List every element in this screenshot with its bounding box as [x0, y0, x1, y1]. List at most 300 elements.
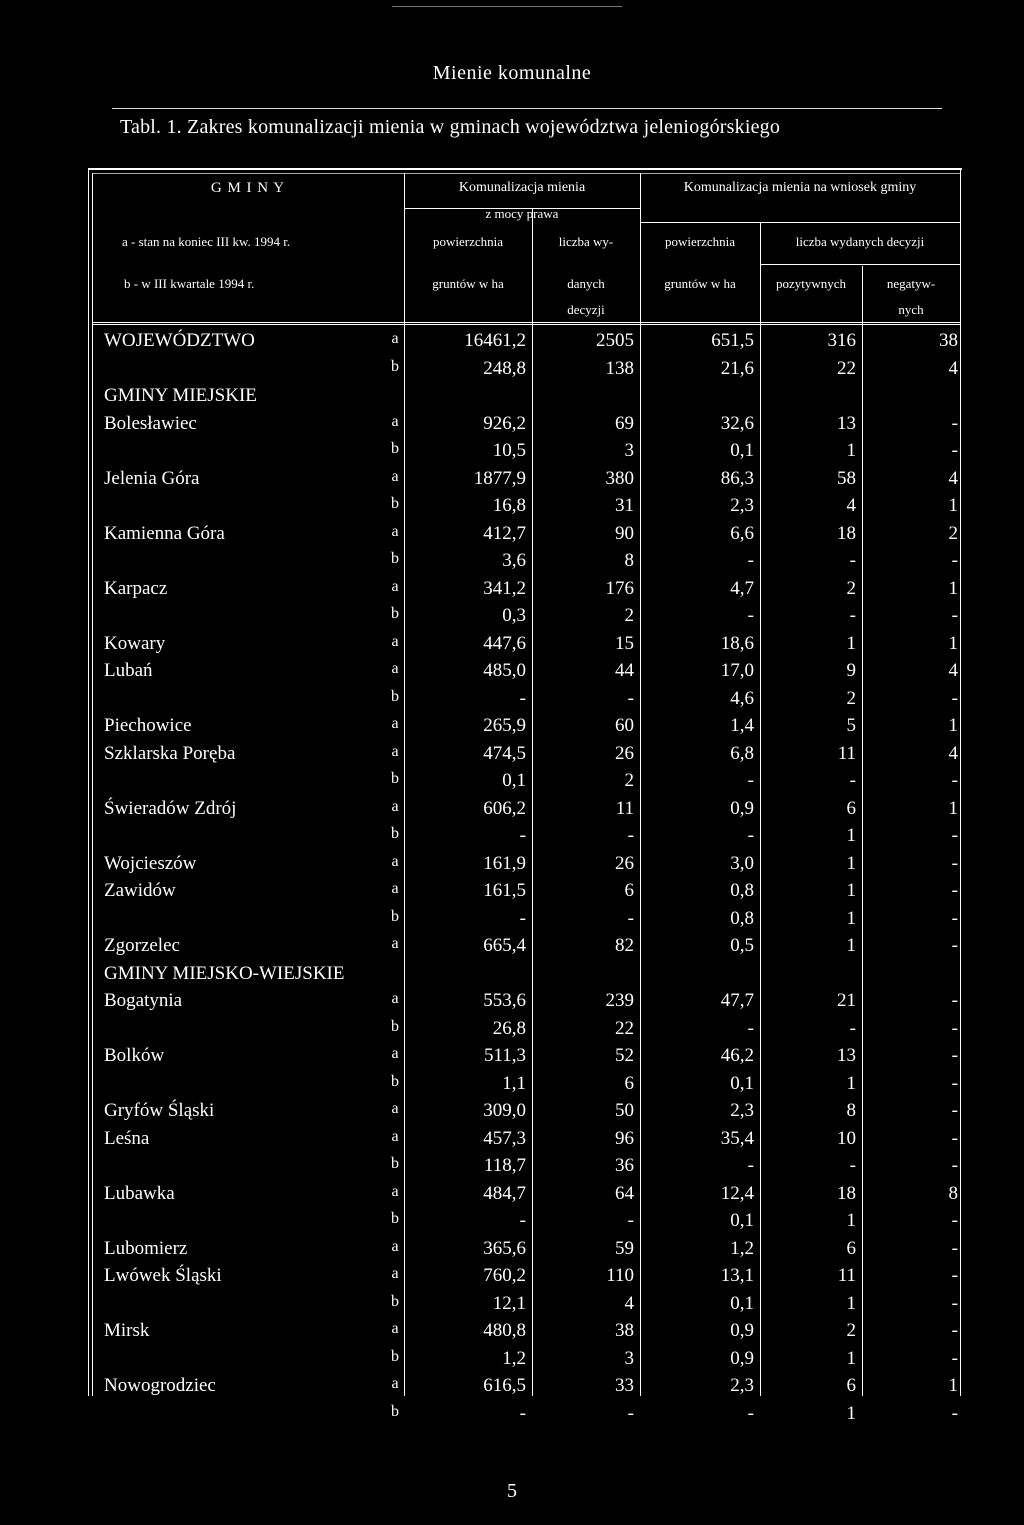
cell-negative: 1: [948, 797, 958, 819]
cell-decisions-law: 52: [615, 1045, 634, 1066]
row-ab-marker: a: [391, 880, 399, 897]
row-ab-marker: a: [391, 715, 399, 732]
cell-decisions-law: -: [627, 825, 634, 846]
c3-header-line2: gruntów w ha: [664, 276, 736, 291]
row-ab-marker: a: [391, 1182, 399, 1200]
table-row: [92, 1073, 960, 1101]
row-ab-marker: a: [391, 412, 399, 430]
cell-area-law: 16,8: [492, 495, 526, 516]
cell-positive: 18: [837, 1182, 856, 1204]
cell-positive: 6: [846, 1237, 856, 1259]
table-row: [92, 605, 960, 633]
table-right-border: [960, 168, 961, 1396]
cell-negative: -: [951, 1402, 958, 1424]
cell-area-law: 12,1: [492, 1292, 526, 1314]
row-name: Kamienna Góra: [104, 522, 225, 544]
cell-decisions-law: 239: [605, 990, 634, 1011]
cell-decisions-law: 59: [615, 1237, 634, 1259]
row-ab-marker: a: [391, 330, 399, 347]
cell-area-law: 480,8: [483, 1320, 526, 1341]
cell-area-law: 760,2: [483, 1265, 526, 1286]
table-top-border: [88, 168, 962, 170]
c2-header-line3: decyzji: [567, 302, 605, 317]
cell-area-request: 0,5: [730, 935, 754, 956]
row-name: Wojcieszów: [104, 852, 197, 874]
cell-area-law: -: [519, 825, 526, 846]
table-row: [92, 385, 960, 413]
header-line-group2: [640, 222, 960, 223]
cell-positive: 5: [846, 715, 856, 736]
cell-area-law: 365,6: [483, 1237, 526, 1259]
cell-positive: 1: [846, 825, 856, 846]
row-name: Lubomierz: [104, 1237, 188, 1259]
table-left-border: [88, 168, 89, 1396]
row-name: Lubawka: [104, 1182, 175, 1204]
cell-area-law: 161,5: [483, 880, 526, 901]
cell-negative: -: [951, 880, 958, 901]
table-row: [92, 908, 960, 936]
cell-negative: -: [951, 1155, 958, 1176]
cell-area-law: 457,3: [483, 1127, 526, 1149]
cell-decisions-law: 50: [615, 1100, 634, 1121]
row-ab-marker: a: [391, 522, 399, 540]
row-ab-marker: b: [391, 1017, 399, 1035]
cell-area-request: 0,8: [730, 907, 754, 929]
cell-area-law: 118,7: [483, 1155, 526, 1176]
cell-decisions-law: 38: [615, 1320, 634, 1341]
cell-negative: -: [951, 1017, 958, 1039]
cell-negative: -: [951, 1072, 958, 1094]
cell-decisions-law: 6: [624, 880, 634, 901]
cell-area-law: 3,6: [502, 550, 526, 571]
cell-area-request: 0,9: [730, 1320, 754, 1341]
cell-positive: 21: [837, 990, 856, 1011]
cell-area-request: -: [747, 605, 754, 626]
row-name: Jelenia Góra: [104, 467, 200, 489]
cell-area-law: 485,0: [483, 660, 526, 681]
cell-positive: 1: [846, 880, 856, 901]
c2-header-line2: danych: [567, 276, 605, 291]
cell-negative: 1: [948, 715, 958, 736]
cell-positive: 11: [837, 1265, 856, 1286]
c4-header: pozytywnych: [775, 276, 847, 291]
cell-area-law: 447,6: [483, 632, 526, 654]
cell-negative: -: [951, 907, 958, 929]
cell-positive: 1: [846, 1292, 856, 1314]
cell-area-law: 1877,9: [473, 467, 526, 489]
cell-decisions-law: 22: [615, 1017, 634, 1039]
row-name: Nowogrodziec: [104, 1375, 216, 1396]
row-ab-marker: b: [391, 1402, 399, 1420]
cell-positive: 13: [837, 1045, 856, 1066]
header-bottom-line-2: [92, 324, 960, 325]
cell-positive: 1: [846, 1072, 856, 1094]
cell-area-request: 0,1: [730, 1210, 754, 1231]
cell-positive: 22: [837, 357, 856, 379]
legend-a: a - stan na koniec III kw. 1994 r.: [122, 234, 291, 249]
cell-negative: -: [951, 1292, 958, 1314]
cell-positive: 1: [846, 907, 856, 929]
cell-positive: 6: [846, 1375, 856, 1396]
cell-decisions-law: 90: [615, 522, 634, 544]
cell-area-request: 651,5: [711, 330, 754, 351]
table-row: [92, 798, 960, 826]
cell-positive: 10: [837, 1127, 856, 1149]
row-ab-marker: b: [391, 825, 399, 842]
running-header: Mienie komunalne: [432, 62, 592, 84]
cell-positive: -: [849, 1155, 856, 1176]
cell-decisions-law: 11: [615, 797, 634, 819]
cell-area-request: 17,0: [720, 660, 754, 681]
c1-header-line1: powierzchnia: [432, 234, 504, 249]
col-header-gminy: G M I N Y: [210, 180, 286, 196]
table-row: [92, 468, 960, 496]
cell-decisions-law: 69: [615, 412, 634, 434]
cell-negative: 1: [948, 632, 958, 654]
cell-area-request: 0,1: [730, 1292, 754, 1314]
row-name: Gryfów Śląski: [104, 1100, 215, 1121]
row-name: Zgorzelec: [104, 935, 180, 956]
row-ab-marker: a: [391, 935, 399, 952]
table-row: [92, 880, 960, 908]
table-row: [92, 825, 960, 853]
cell-decisions-law: 3: [624, 1347, 634, 1369]
table-row: [92, 633, 960, 661]
row-name: Bolków: [104, 1045, 165, 1066]
cell-area-law: 665,4: [483, 935, 526, 956]
table-row: [92, 330, 960, 358]
cell-area-request: 0,8: [730, 880, 754, 901]
header-line-decisions: [760, 264, 960, 265]
row-ab-marker: b: [391, 495, 399, 512]
table-row: [92, 1348, 960, 1376]
row-name: WOJEWÓDZTWO: [104, 330, 255, 351]
cell-decisions-law: -: [627, 907, 634, 929]
row-name: Mirsk: [104, 1320, 150, 1341]
header-rule: [112, 108, 942, 109]
cell-negative: -: [951, 1237, 958, 1259]
table-row: [92, 1265, 960, 1293]
cell-decisions-law: 110: [606, 1265, 634, 1286]
cell-area-law: 412,7: [483, 522, 526, 544]
row-ab-marker: b: [391, 1347, 399, 1365]
row-name: Kowary: [104, 632, 166, 654]
cell-decisions-law: 26: [615, 852, 634, 874]
cell-area-law: 474,5: [483, 742, 526, 764]
cell-area-law: -: [519, 1210, 526, 1231]
cell-area-request: -: [747, 825, 754, 846]
row-ab-marker: b: [391, 550, 399, 567]
cell-decisions-law: 2: [624, 770, 634, 791]
cell-decisions-law: -: [627, 687, 634, 709]
row-name: Bogatynia: [104, 990, 183, 1011]
cell-area-law: 248,8: [483, 357, 526, 379]
row-ab-marker: b: [391, 770, 399, 787]
c3-header-line1: powierzchnia: [664, 234, 736, 249]
cell-area-request: 46,2: [720, 1045, 754, 1066]
table-row: [92, 358, 960, 386]
cell-negative: 4: [948, 357, 958, 379]
cell-area-request: 1,4: [730, 715, 754, 736]
row-name: Szklarska Poręba: [104, 742, 236, 764]
cell-area-law: -: [519, 1402, 526, 1424]
cell-area-law: 511,3: [483, 1045, 526, 1066]
row-ab-marker: a: [391, 1265, 399, 1282]
row-ab-marker: a: [391, 1320, 399, 1337]
table-row: [92, 1183, 960, 1211]
cell-area-request: 4,6: [730, 687, 754, 709]
cell-decisions-law: 138: [605, 357, 634, 379]
cell-negative: -: [951, 1210, 958, 1231]
row-name: Zawidów: [104, 880, 176, 901]
cell-negative: -: [951, 1265, 958, 1286]
cell-positive: -: [849, 770, 856, 791]
cell-decisions-law: 6: [624, 1072, 634, 1094]
table-row: [92, 963, 960, 991]
cell-decisions-law: 26: [615, 742, 634, 764]
group1-subtitle: z mocy prawa: [485, 206, 559, 221]
table-row: [92, 1045, 960, 1073]
row-ab-marker: a: [391, 1375, 399, 1392]
cell-area-law: 161,9: [483, 852, 526, 874]
cell-decisions-law: 2: [624, 605, 634, 626]
cell-positive: 13: [837, 412, 856, 434]
cell-negative: 2: [948, 522, 958, 544]
row-ab-marker: a: [391, 632, 399, 650]
group1-title: Komunalizacja mienia: [458, 180, 586, 195]
cell-area-request: 4,7: [730, 577, 754, 599]
cell-area-request: -: [747, 1017, 754, 1039]
table-row: [92, 413, 960, 441]
row-name: GMINY MIEJSKO-WIEJSKIE: [104, 962, 345, 984]
cell-negative: -: [951, 852, 958, 874]
row-name: Lubań: [104, 660, 153, 681]
row-name: Karpacz: [104, 577, 168, 599]
cell-decisions-law: 44: [615, 660, 634, 681]
table-row: [92, 1155, 960, 1183]
cell-negative: 4: [948, 467, 958, 489]
cell-negative: -: [951, 1127, 958, 1149]
cell-positive: 4: [846, 495, 856, 516]
cell-negative: -: [951, 550, 958, 571]
cell-area-request: 18,6: [720, 632, 754, 654]
row-name: GMINY MIEJSKIE: [104, 385, 257, 406]
cell-positive: 1: [846, 632, 856, 654]
cell-area-request: 0,1: [730, 440, 754, 461]
cell-negative: -: [951, 687, 958, 709]
c45-header: liczba wydanych decyzji: [795, 234, 925, 249]
cell-positive: 2: [846, 1320, 856, 1341]
cell-area-request: 0,1: [730, 1072, 754, 1094]
cell-negative: 4: [948, 660, 958, 681]
table-row: [92, 578, 960, 606]
table-row: [92, 1210, 960, 1238]
cell-area-request: 13,1: [720, 1265, 754, 1286]
page-number: 5: [507, 1480, 517, 1502]
table-row: [92, 1100, 960, 1128]
cell-area-law: 309,0: [483, 1100, 526, 1121]
cell-positive: 1: [846, 1347, 856, 1369]
cell-positive: 1: [846, 852, 856, 874]
row-ab-marker: b: [391, 357, 399, 375]
row-ab-marker: a: [391, 1045, 399, 1062]
row-ab-marker: a: [391, 852, 399, 870]
cell-area-request: 21,6: [720, 357, 754, 379]
table-row: [92, 770, 960, 798]
cell-negative: -: [951, 1320, 958, 1341]
cell-negative: 1: [948, 495, 958, 516]
cell-negative: 8: [948, 1182, 958, 1204]
cell-area-request: 2,3: [730, 1375, 754, 1396]
row-ab-marker: b: [391, 605, 399, 622]
cell-area-request: 2,3: [730, 1100, 754, 1121]
cell-negative: 4: [948, 742, 958, 764]
top-edge-line: [392, 6, 622, 7]
table-row: [92, 1128, 960, 1156]
cell-decisions-law: 3: [624, 440, 634, 461]
cell-area-request: 86,3: [720, 467, 754, 489]
cell-area-law: 26,8: [492, 1017, 526, 1039]
table-row: [92, 935, 960, 963]
cell-area-request: 0,9: [730, 797, 754, 819]
cell-positive: 316: [827, 330, 856, 351]
cell-area-law: 553,6: [483, 990, 526, 1011]
table-top-border-inner: [92, 173, 960, 174]
cell-area-request: 35,4: [720, 1127, 754, 1149]
cell-positive: 58: [837, 467, 856, 489]
cell-area-law: 341,2: [483, 577, 526, 599]
row-ab-marker: b: [391, 1210, 399, 1227]
cell-decisions-law: 8: [624, 550, 634, 571]
row-name: Lwówek Śląski: [104, 1265, 222, 1286]
row-ab-marker: a: [391, 742, 399, 760]
table-row: [92, 688, 960, 716]
cell-negative: -: [951, 605, 958, 626]
cell-decisions-law: 31: [615, 495, 634, 516]
cell-positive: 2: [846, 577, 856, 599]
table-row: [92, 990, 960, 1018]
table-row: [92, 1320, 960, 1348]
cell-positive: 1: [846, 1402, 856, 1424]
cell-negative: -: [951, 440, 958, 461]
cell-positive: 6: [846, 797, 856, 819]
row-ab-marker: b: [391, 1292, 399, 1310]
cell-area-law: 1,1: [502, 1072, 526, 1094]
row-ab-marker: a: [391, 660, 399, 677]
cell-negative: 1: [948, 1375, 958, 1396]
cell-area-law: -: [519, 687, 526, 709]
cell-area-request: -: [747, 1155, 754, 1176]
cell-area-law: -: [519, 907, 526, 929]
cell-positive: 18: [837, 522, 856, 544]
row-ab-marker: b: [391, 440, 399, 457]
cell-positive: 1: [846, 440, 856, 461]
table-row: [92, 1238, 960, 1266]
row-ab-marker: a: [391, 1237, 399, 1255]
cell-negative: -: [951, 825, 958, 846]
row-name: Leśna: [104, 1127, 150, 1149]
cell-negative: -: [951, 770, 958, 791]
cell-area-request: 47,7: [720, 990, 754, 1011]
cell-decisions-law: 60: [615, 715, 634, 736]
cell-decisions-law: 4: [624, 1292, 634, 1314]
table-row: [92, 715, 960, 743]
cell-positive: -: [849, 550, 856, 571]
cell-area-law: 265,9: [483, 715, 526, 736]
cell-decisions-law: 2505: [596, 330, 634, 351]
cell-area-request: 0,9: [730, 1347, 754, 1369]
legend-b: b - w III kwartale 1994 r.: [124, 276, 255, 291]
row-ab-marker: a: [391, 467, 399, 485]
cell-area-law: 0,3: [502, 605, 526, 626]
cell-decisions-law: 15: [615, 632, 634, 654]
table-row: [92, 660, 960, 688]
row-name: Świeradów Zdrój: [104, 797, 237, 819]
row-ab-marker: a: [391, 1127, 399, 1145]
cell-area-request: 2,3: [730, 495, 754, 516]
group2-title: Komunalizacja mienia na wniosek gminy: [683, 180, 917, 195]
cell-area-request: 3,0: [730, 852, 754, 874]
row-ab-marker: b: [391, 1072, 399, 1090]
cell-area-law: 0,1: [502, 770, 526, 791]
cell-negative: -: [951, 1045, 958, 1066]
row-ab-marker: a: [391, 1100, 399, 1117]
cell-decisions-law: 33: [615, 1375, 634, 1396]
row-name: Piechowice: [104, 715, 192, 736]
cell-decisions-law: 64: [615, 1182, 634, 1204]
row-ab-marker: b: [391, 907, 399, 925]
c5-header-line2: nych: [898, 302, 924, 317]
row-ab-marker: a: [391, 577, 399, 595]
table-row: [92, 743, 960, 771]
table-row: [92, 1018, 960, 1046]
table-row: [92, 495, 960, 523]
table-row: [92, 1293, 960, 1321]
cell-area-law: 16461,2: [464, 330, 526, 351]
cell-decisions-law: 82: [615, 935, 634, 956]
cell-area-request: -: [747, 1402, 754, 1424]
cell-area-request: 12,4: [720, 1182, 754, 1204]
cell-negative: -: [951, 412, 958, 434]
cell-negative: -: [951, 1100, 958, 1121]
cell-positive: 1: [846, 1210, 856, 1231]
cell-decisions-law: 96: [615, 1127, 634, 1149]
cell-area-request: 32,6: [720, 412, 754, 434]
cell-positive: -: [849, 1017, 856, 1039]
table-caption: Tabl. 1. Zakres komunalizacji mienia w gminach województwa jeleniogórskiego: [120, 116, 781, 138]
cell-positive: 1: [846, 935, 856, 956]
cell-decisions-law: 36: [615, 1155, 634, 1176]
cell-positive: 2: [846, 687, 856, 709]
cell-area-law: 10,5: [492, 440, 526, 461]
cell-positive: 8: [846, 1100, 856, 1121]
row-ab-marker: b: [391, 1155, 399, 1172]
row-ab-marker: a: [391, 797, 399, 815]
cell-negative: 1: [948, 577, 958, 599]
cell-area-law: 926,2: [483, 412, 526, 434]
cell-area-law: 484,7: [483, 1182, 526, 1204]
cell-positive: 11: [837, 742, 856, 764]
cell-positive: -: [849, 605, 856, 626]
cell-area-request: 6,8: [730, 742, 754, 764]
cell-negative: -: [951, 990, 958, 1011]
row-name: Bolesławiec: [104, 412, 197, 434]
table-row: [92, 853, 960, 881]
cell-area-law: 1,2: [502, 1347, 526, 1369]
c1-header-line2: gruntów w ha: [432, 276, 504, 291]
header-bottom-line: [92, 322, 960, 323]
row-ab-marker: b: [391, 687, 399, 705]
